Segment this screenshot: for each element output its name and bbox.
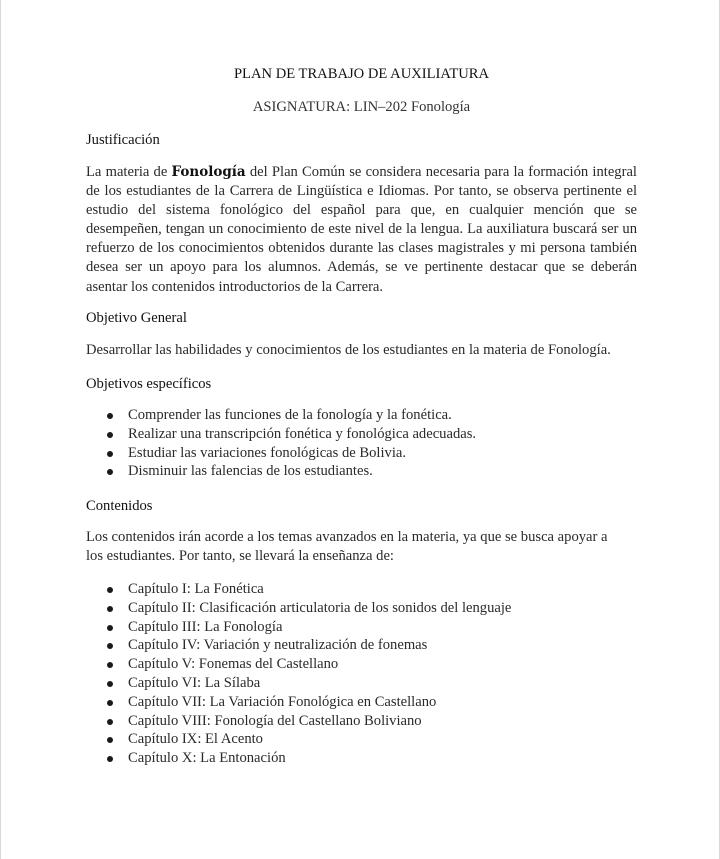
bullet-icon [107, 451, 113, 457]
list-item-text: Comprender las funciones de la fonología y la fonética. [128, 407, 452, 423]
list-item [86, 674, 511, 693]
list-item [86, 599, 511, 618]
heading-objetivos-especificos: Objetivos específicos [86, 376, 212, 392]
list-item [86, 406, 476, 425]
list-item [86, 618, 511, 637]
list-item-text: Capítulo IX: El Acento [128, 731, 263, 748]
bullet-icon [107, 719, 113, 725]
list-item [86, 712, 511, 731]
list-item-text: Realizar una transcripción fonética y fonológica adecuadas. [128, 425, 477, 442]
bullet-icon [107, 413, 113, 419]
bullet-icon [107, 625, 113, 631]
list-objetivos-especificos [86, 406, 476, 481]
bullet-icon [107, 700, 113, 706]
list-item [86, 462, 476, 481]
bullet-icon [107, 432, 113, 438]
list-item [86, 693, 511, 712]
list-item [86, 444, 476, 463]
bullet-icon [107, 756, 113, 762]
list-item-text: Capítulo VIII: Fonología del Castellano Boliviano [128, 712, 422, 729]
paragraph-justificacion-text-after: del Plan Común se considera necesaria para la formación integral de los estudiantes de la Carrera de Lingüística e Idiomas. Por tanto, se observa pertinente el estudio del sistema fonológico del español para que, en cualquier mención que se desempeñen, tengan un conocimiento de este nivel de la lengua. La auxiliatura buscará ser un refuerzo de los conocimientos obtenidos durante las clases magistrales y mi persona también desea ser un apoyo para los alumnos. Además, se ve pertinente destacar que se deberán asentar los contenidos introductorios de la Carrera. [86, 164, 637, 295]
paragraph-objetivo-general: Desarrollar las habilidades y conocimientos de los estudiantes en la materia de Fonología. [86, 342, 611, 358]
list-item [86, 425, 476, 444]
list-item-text: Capítulo III: La Fonología [128, 618, 283, 635]
list-item-text: Capítulo VI: La Sílaba [128, 674, 261, 691]
paragraph-justificacion-text-before: La materia de [86, 164, 172, 180]
heading-justificacion: Justificación [86, 132, 160, 148]
list-item [86, 580, 511, 599]
list-item [86, 655, 511, 674]
bullet-icon [107, 681, 113, 687]
bullet-icon [107, 606, 113, 612]
list-item-text: Capítulo V: Fonemas del Castellano [128, 656, 339, 673]
list-item [86, 749, 511, 768]
bullet-icon [107, 587, 113, 593]
list-item-text: Estudiar las variaciones fonológicas de Bolivia. [128, 444, 407, 461]
list-item-text: Capítulo II: Clasificación articulatoria de los sonidos del lenguaje [128, 599, 512, 616]
paragraph-contenidos: Los contenidos irán acorde a los temas avanzados en la materia, ya que se busca apoyar a los estudiantes. Por tanto, se llevará la enseñanza de: [86, 529, 608, 565]
list-item-text: Capítulo X: La Entonación [128, 750, 286, 767]
paragraph-justificacion [86, 163, 637, 297]
list-item [86, 730, 511, 749]
document-subtitle: ASIGNATURA: LIN–202 Fonología [252, 99, 471, 115]
paragraph-justificacion-bold: Fonología [171, 164, 246, 180]
bullet-icon [107, 643, 113, 649]
list-contenidos [86, 580, 511, 768]
bullet-icon [107, 737, 113, 743]
heading-objetivo-general: Objetivo General [86, 310, 187, 326]
list-item-text: Disminuir las falencias de los estudiantes. [128, 463, 373, 480]
list-item [86, 636, 511, 655]
list-item-text: Capítulo VII: La Variación Fonológica en Castellano [128, 693, 437, 710]
list-item-text: Capítulo IV: Variación y neutralización de fonemas [128, 637, 428, 654]
heading-contenidos: Contenidos [86, 498, 153, 514]
document-title: PLAN DE TRABAJO DE AUXILIATURA [233, 66, 490, 82]
bullet-icon [107, 469, 113, 475]
list-item-text: Capítulo I: La Fonética [128, 581, 264, 597]
bullet-icon [107, 662, 113, 668]
